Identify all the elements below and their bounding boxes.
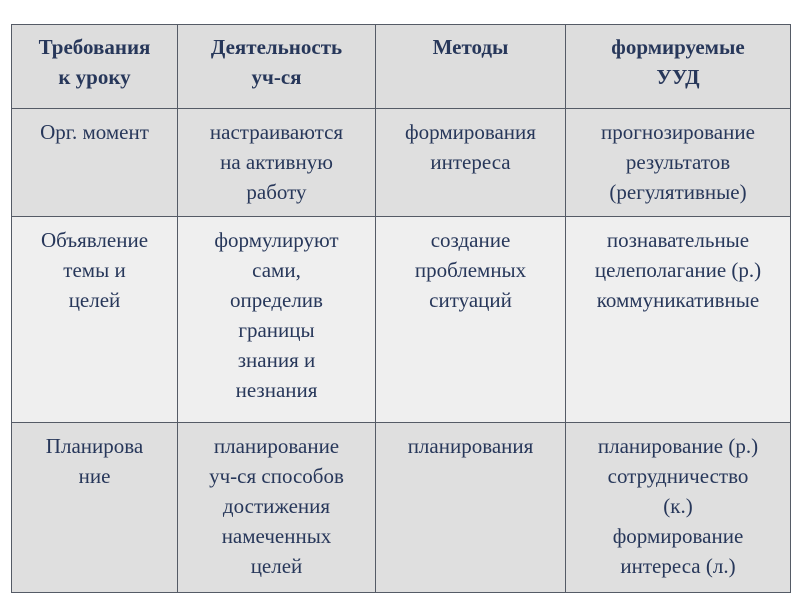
- table-cell: планирование (р.) сотрудничество (к.) формирование интереса (л.): [566, 423, 791, 593]
- table-cell: формулируют сами, определив границы знания и незнания: [178, 217, 376, 423]
- table-row: [12, 217, 791, 423]
- table-cell: формирования интереса: [376, 109, 566, 217]
- header-methods: Методы: [376, 25, 566, 109]
- table-cell: настраиваются на активную работу: [178, 109, 376, 217]
- table-row: [12, 109, 791, 217]
- header-student-activity: Деятельность уч-ся: [178, 25, 376, 109]
- lesson-requirements-table: [11, 24, 791, 593]
- table-cell: Орг. момент: [12, 109, 178, 217]
- header-requirements: Требования к уроку: [12, 25, 178, 109]
- table-cell: познавательные целеполагание (р.) коммуникативные: [566, 217, 791, 423]
- header-uud: формируемые УУД: [566, 25, 791, 109]
- table-cell: Планирова ние: [12, 423, 178, 593]
- table-row: [12, 423, 791, 593]
- lesson-table-container: [11, 24, 790, 592]
- table-cell: планирование уч-ся способов достижения намеченных целей: [178, 423, 376, 593]
- table-cell: Объявление темы и целей: [12, 217, 178, 423]
- table-cell: прогнозирование результатов (регулятивные): [566, 109, 791, 217]
- table-cell: планирования: [376, 423, 566, 593]
- table-header-row: [12, 25, 791, 109]
- table-cell: создание проблемных ситуаций: [376, 217, 566, 423]
